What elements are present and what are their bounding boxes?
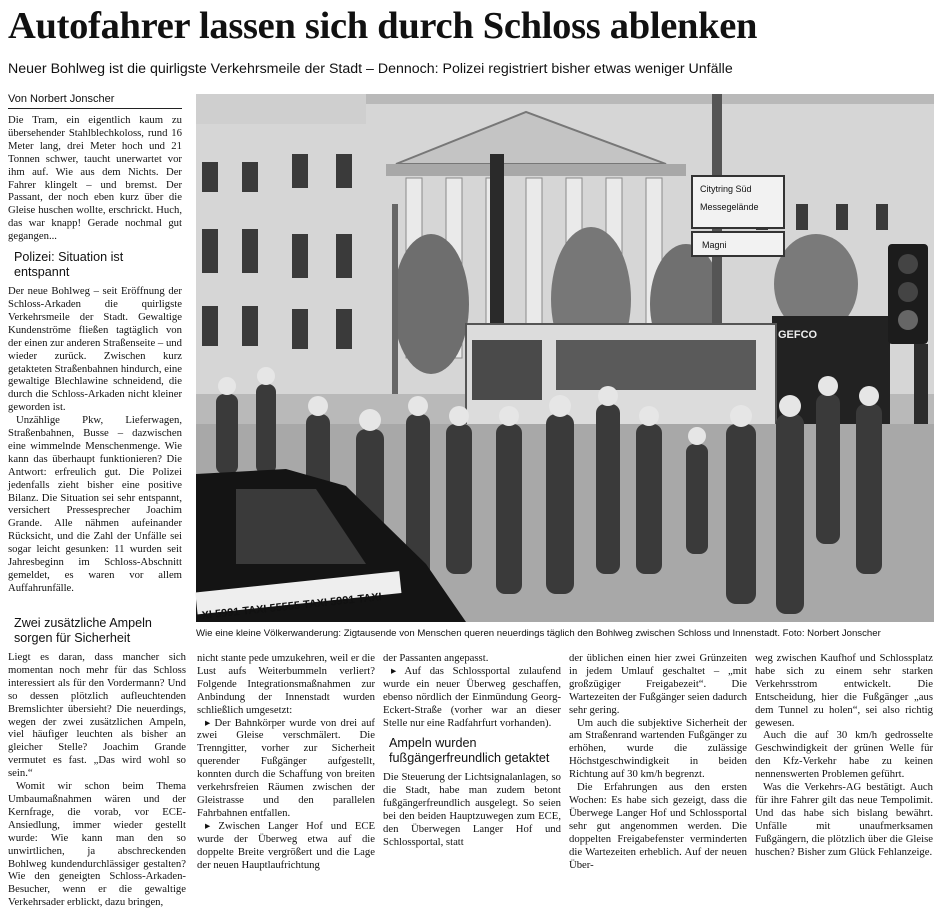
paragraph: Der neue Bohlweg – seit Eröffnung der Schloss-Arkaden die quirligste Verkehrsmeile der Stadt. Gewaltige Kundenströme fließen tagtäglich von der einen zur anderen Straßenseite – und wieder zurück. Zwischen kurz getakteten Straßenbahnen hindurch, eine gewaltige Blechlawine schneidend, die durch die Schloss-Arkaden nicht kleiner geworden ist. xyxy=(8,285,182,414)
paragraph: nicht stante pede umzukehren, weil er die Lust aufs Weiterbummeln verliert? Folgende Integrationsmaßnahmen zur Anbindung der Innenstadt wurden schließlich umgesetzt: xyxy=(197,652,375,716)
taxi-text: XI 5991 TAXI 55555 TAXI 5991 TAXI xyxy=(201,591,383,622)
bullet-paragraph: ▸ Zwischen Langer Hof und ECE wurde der Überweg etwa auf die doppelte Breite vergrößert und die Lage der neuen Hauptlaufrichtung xyxy=(197,819,375,871)
paragraph: Was die Verkehrs-AG bestätigt. Auch für ihre Fahrer gilt das neue Tempolimit. Und das habe sich bislang bewährt. Unfälle mit unaufmerksamen Fußgängern, die plötzlich über die Gleise huschen? Bisher zum Glück Fehlanzeige. xyxy=(755,781,933,858)
subheadline: Neuer Bohlweg ist die quirligste Verkehrsmeile der Stadt – Dennoch: Polizei registriert bisher etwas weniger Unfälle xyxy=(8,61,733,77)
bullet-paragraph: ▸ Auf das Schlossportal zulaufend wurde ein neuer Überweg geschaffen, ebenso nördlich der Einmündung Georg-Eckert-Straße (vorher war an dieser Stelle nur eine Radfahrfurt vorhanden). xyxy=(383,664,561,729)
paragraph: Unzählige Pkw, Lieferwagen, Straßenbahnen, Busse – dazwischen eine wimmelnde Menschenmenge. Wie kann das überhaupt funktionieren? Die Antwort: erfreulich gut. Die Polizei jedenfalls zieht bisher eine positive Bilanz. Die Situation sei sehr entspannt, versichert Pressesprecher Joachim Grande. Alle nähmen aufeinander Rücksicht, und die Zahl der Unfälle sei sogar leicht gesunken: 11 wurden seit Jahresbeginn im Schloss-Abschnitt gemeldet, es waren vor allem Auffahrunfälle. xyxy=(8,414,182,594)
section-heading-signals: Ampeln wurden fußgängerfreundlich getaktet xyxy=(389,736,550,766)
bottom-column-1 xyxy=(8,616,186,909)
bottom-column-3 xyxy=(383,652,561,849)
left-column xyxy=(8,114,182,595)
photo-illustration xyxy=(196,94,934,622)
paragraph: weg zwischen Kaufhof und Schlossplatz habe sich zu einem sehr starken Verkehrsstrom entwickelt. Die Entscheidung, hier die Fußgänger „aus dem Tunnel zu holen“, sei also richtig gewesen. xyxy=(755,652,933,729)
street-photo xyxy=(196,94,934,622)
bottom-column-4 xyxy=(569,652,747,871)
bottom-column-5 xyxy=(755,652,933,859)
truck-text: GEFCO xyxy=(778,329,818,341)
bullet-paragraph: ▸ Der Bahnkörper wurde von drei auf zwei Gleise verschmälert. Die Trenngitter, vorher zur Sicherheit querender Fußgänger aufgestellt, konnten durch die Schaffung von breiten verkehrsfreien Räumen zwischen der Gleistrasse und den parallelen Fahrbahnen entfallen. xyxy=(197,716,375,819)
sign-text: Messegelände xyxy=(700,202,759,212)
byline: Von Norbert Jonscher xyxy=(8,92,182,109)
paragraph: Womit wir schon beim Thema Umbaumaßnahmen wären und der Kernfrage, die vorab, vor ECE-Ansiedlung, immer wieder gestellt wurde: Wie kann man den so unwirtlichen, ja abschreckenden Bohlweg kundendurchlässiger gestalten? Wie den geneigten Schloss-Arkaden-Besucher, wenn er die gewaltige Verkehrsader erblickt, dazu bringen, xyxy=(8,780,186,909)
bottom-column-2 xyxy=(197,652,375,871)
intro-paragraph: Die Tram, ein eigentlich kaum zu übersehender Stahlblechkoloss, rund 16 Meter lang, drei Meter hoch und 21 Tonnen schwer, taucht unerwartet vor ihm auf. Wie aus dem Nichts. Der Fahrer klingelt – und bremst. Der Passant, der noch eben kurz über die Gleise huschen wollte, erschrickt. Huch, das war knapp! Gerade nochmal gut gegangen... xyxy=(8,114,182,243)
paragraph: Die Steuerung der Lichtsignalanlagen, so die Stadt, habe man zudem betont fußgängerfreundlich ausgelegt. So seien bei den beiden Hauptzuwegen zum ECE, den Überwegen Langer Hof und Schlossportal, statt xyxy=(383,771,561,848)
paragraph: der üblichen einen hier zwei Grünzeiten in jedem Umlauf geschaltet – „mit großzügiger Freigabezeit“. Die Wartezeiten der Fußgänger seien dadurch sehr gering. xyxy=(569,652,747,716)
paragraph: Auch die auf 30 km/h gedrosselte Geschwindigkeit der grünen Welle für den Kfz-Verkehr habe zu keinen nennenswerten Problemen geführt. xyxy=(755,729,933,781)
sign-text: Magni xyxy=(702,240,727,250)
section-heading-traffic-lights: Zwei zusätzliche Ampeln sorgen für Sicherheit xyxy=(14,616,152,645)
section-heading-police: Polizei: Situation ist entspannt xyxy=(14,250,124,280)
paragraph: Liegt es daran, dass mancher sich momentan noch mehr für das Schloss interessiert als für den Vordermann? Und so dessen plötzlich aufleuchtenden Bremslichter übersieht? Die neuerdings, wegen der zwei zusätzlichen Ampeln, viel häufiger leuchten als bisher an gleicher Stelle? Joachim Grande vermutet es fast. „Das wird wohl so sein.“ xyxy=(8,651,186,780)
paragraph: der Passanten angepasst. xyxy=(383,652,489,664)
headline: Autofahrer lassen sich durch Schloss ablenken xyxy=(8,5,758,47)
paragraph: Um auch die subjektive Sicherheit der am Straßenrand wartenden Fußgänger zu erhöhen, wurde die zulässige Höchstgeschwindigkeit in beiden Richtung auf 30 km/h begrenzt. xyxy=(569,716,747,781)
photo-caption: Wie eine kleine Völkerwanderung: Zigtausende von Menschen queren neuerdings täglich den Bohlweg zwischen Schloss und Innenstadt. Foto: Norbert Jonscher xyxy=(196,628,881,639)
paragraph: Die Erfahrungen aus den ersten Wochen: Es habe sich gezeigt, dass die Überwege Langer Hof und Schlossportal sehr gut angenommen werden. Die doppelten Freigabefenster verminderten die Wartezeiten erheblich. Auf der neuen Über- xyxy=(569,781,747,871)
sign-text: Citytring Süd xyxy=(700,184,752,194)
